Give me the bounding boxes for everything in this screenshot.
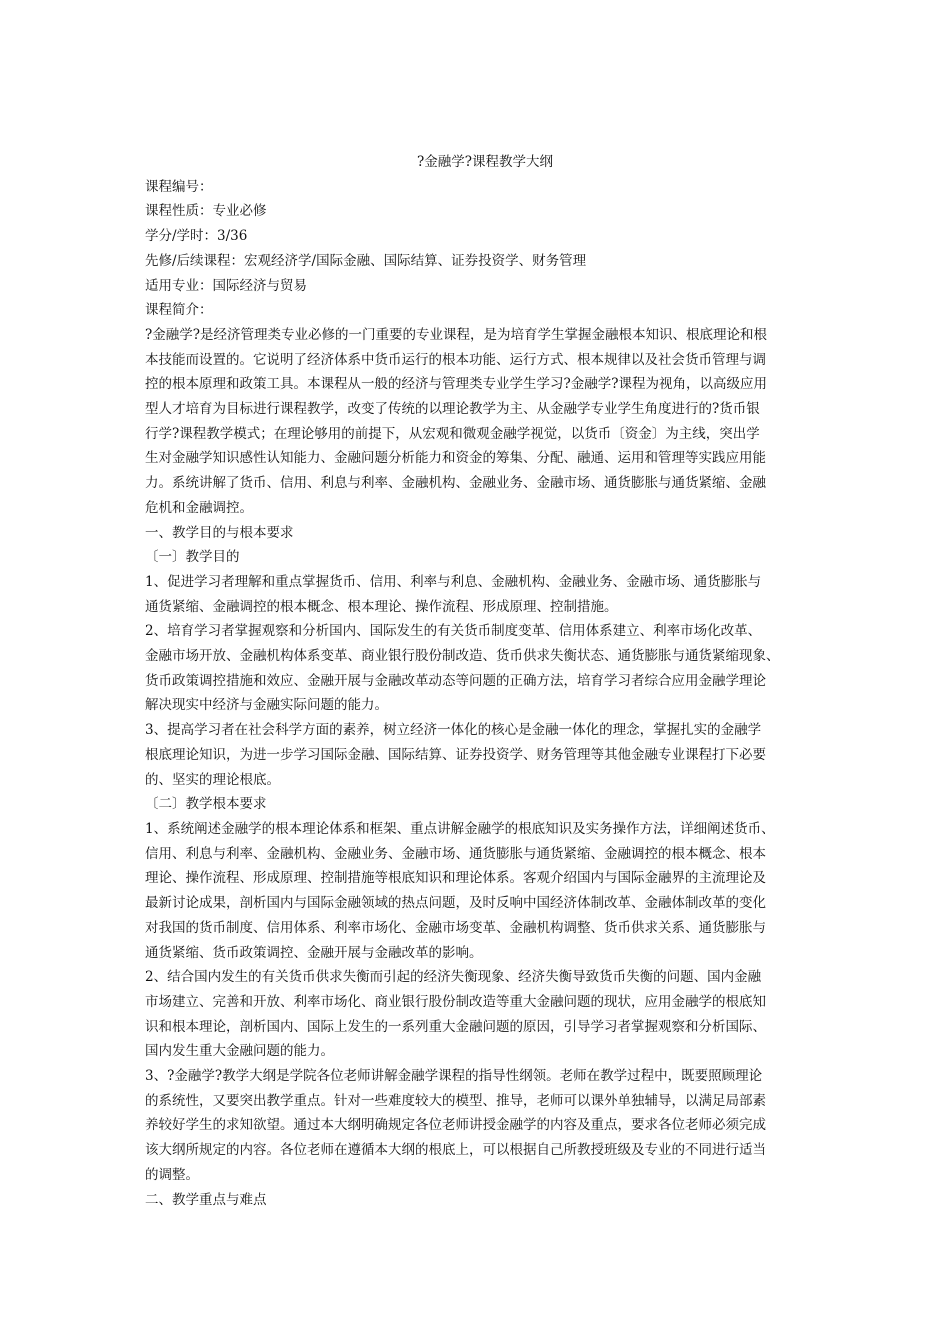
goal-item (145, 570, 809, 619)
intro-line: 本技能而设置的。它说明了经济体系中货币运行的根本功能、运行方式、根本规律以及社会货币管理与调 (145, 351, 766, 368)
goal-line: 3、提高学习者在社会科学方面的素养，树立经济一体化的核心是金融一体化的理念，掌握扎实的金融学 (145, 722, 762, 739)
course-nature: 课程性质：专业必修 (145, 203, 267, 220)
subsection-heading: 〔二〕教学根本要求 (145, 796, 267, 813)
section-heading: 一、教学目的与根本要求 (145, 524, 294, 541)
subsection-heading: 〔一〕教学目的 (145, 549, 240, 566)
requirement-line: 2、结合国内发生的有关货币供求失衡而引起的经济失衡现象、经济失衡导致货币失衡的问题、国内金融 (145, 969, 762, 986)
requirement-line: 信用、利息与利率、金融机构、金融业务、金融市场、通货膨胀与通货紧缩、金融调控的根本概念、根本 (145, 845, 766, 862)
requirement-line: 国内发生重大金融问题的能力。 (145, 1043, 334, 1060)
requirement-line: 养较好学生的求知欲望。通过本大纲明确规定各位老师讲授金融学的内容及重点，要求各位老师必须完成 (145, 1117, 766, 1134)
requirement-line: 的系统性，又要突出教学重点。针对一些难度较大的模型、推导，老师可以课外单独辅导，以满足局部素 (145, 1092, 766, 1109)
intro-paragraph (145, 323, 809, 521)
requirement-line: 该大纲所规定的内容。各位老师在遵循本大纲的根底上，可以根据自己所教授班级及专业的不同进行适当 (145, 1142, 766, 1159)
goal-line: 货币政策调控措施和效应、金融开展与金融改革动态等问题的正确方法，培育学习者综合应用金融学理论 (145, 672, 766, 689)
requirement-item (145, 965, 809, 1064)
intro-line: 力。系统讲解了货币、信用、利息与利率、金融机构、金融业务、金融市场、通货膨胀与通货紧缩、金融 (145, 475, 766, 492)
goal-line: 解决现实中经济与金融实际问题的能力。 (145, 697, 388, 714)
requirement-line: 最新讨论成果，剖析国内与国际金融领域的热点问题，及时反响中国经济体制改革、金融体制改革的变化 (145, 895, 766, 912)
course-code: 课程编号： (145, 178, 213, 195)
intro-label: 课程简介： (145, 302, 213, 319)
requirement-line: 1、系统阐述金融学的根本理论体系和框架、重点讲解金融学的根底知识及实务操作方法，详细阐述货币、 (145, 820, 775, 837)
intro-line: 型人才培育为目标进行课程教学，改变了传统的以理论教学为主、从金融学专业学生角度进行的?货币银 (145, 401, 760, 418)
requirement-line: 识和根本理论，剖析国内、国际上发生的一系列重大金融问题的原因，引导学习者掌握观察和分析国际、 (145, 1018, 766, 1035)
goal-item (145, 718, 809, 792)
intro-line: 行学?课程教学模式；在理论够用的前提下，从宏观和微观金融学视觉，以货币〔资金〕为主线，突出学 (145, 425, 760, 442)
requirement-line: 对我国的货币制度、信用体系、利率市场化、金融市场变革、金融机构调整、货币供求关系、通货膨胀与 (145, 919, 766, 936)
requirement-line: 理论、操作流程、形成原理、控制措施等根底知识和理论体系。客观介绍国内与国际金融界的主流理论及 (145, 870, 766, 887)
course-major: 适用专业：国际经济与贸易 (145, 277, 307, 294)
section-heading: 二、教学重点与难点 (145, 1191, 267, 1208)
requirement-line: 通货紧缩、货币政策调控、金融开展与金融改革的影响。 (145, 944, 483, 961)
document-body (145, 150, 809, 1212)
page-title: ?金融学?课程教学大纲 (417, 154, 553, 170)
intro-line: 控的根本原理和政策工具。本课程从一般的经济与管理类专业学生学习?金融学?课程为视角，以高级应用 (145, 376, 767, 393)
goal-line: 2、培育学习者掌握观察和分析国内、国际发生的有关货币制度变革、信用体系建立、利率市场化改革、 (145, 623, 762, 640)
intro-line: ?金融学?是经济管理类专业必修的一门重要的专业课程，是为培育学生掌握金融根本知识、根底理论和根 (145, 326, 767, 343)
goal-line: 金融市场开放、金融机构体系变革、商业银行股份制改造、货币供求失衡状态、通货膨胀与通货紧缩现象、 (145, 648, 780, 665)
intro-line: 生对金融学知识感性认知能力、金融问题分析能力和资金的筹集、分配、融通、运用和管理等实践应用能 (145, 450, 766, 467)
requirement-line: 的调整。 (145, 1166, 199, 1183)
requirement-line: 3、?金融学?教学大纲是学院各位老师讲解金融学课程的指导性纲领。老师在教学过程中，既要照顾理论 (145, 1068, 763, 1085)
requirement-item (145, 817, 809, 965)
requirement-line: 市场建立、完善和开放、利率市场化、商业银行股份制改造等重大金融问题的现状，应用金融学的根底知 (145, 993, 766, 1010)
goal-line: 的、坚实的理论根底。 (145, 771, 280, 788)
goal-line: 1、促进学习者理解和重点掌握货币、信用、利率与利息、金融机构、金融业务、金融市场、通货膨胀与 (145, 573, 762, 590)
course-credit: 学分/学时：3/36 (145, 228, 248, 245)
goal-item (145, 619, 809, 718)
goal-line: 通货紧缩、金融调控的根本概念、根本理论、操作流程、形成原理、控制措施。 (145, 598, 618, 615)
goal-line: 根底理论知识，为进一步学习国际金融、国际结算、证券投资学、财务管理等其他金融专业课程打下必要 (145, 746, 766, 763)
intro-line: 危机和金融调控。 (145, 499, 253, 516)
requirement-item (145, 1064, 809, 1188)
course-prereq: 先修/后续课程：宏观经济学/国际金融、国际结算、证券投资学、财务管理 (145, 252, 587, 269)
